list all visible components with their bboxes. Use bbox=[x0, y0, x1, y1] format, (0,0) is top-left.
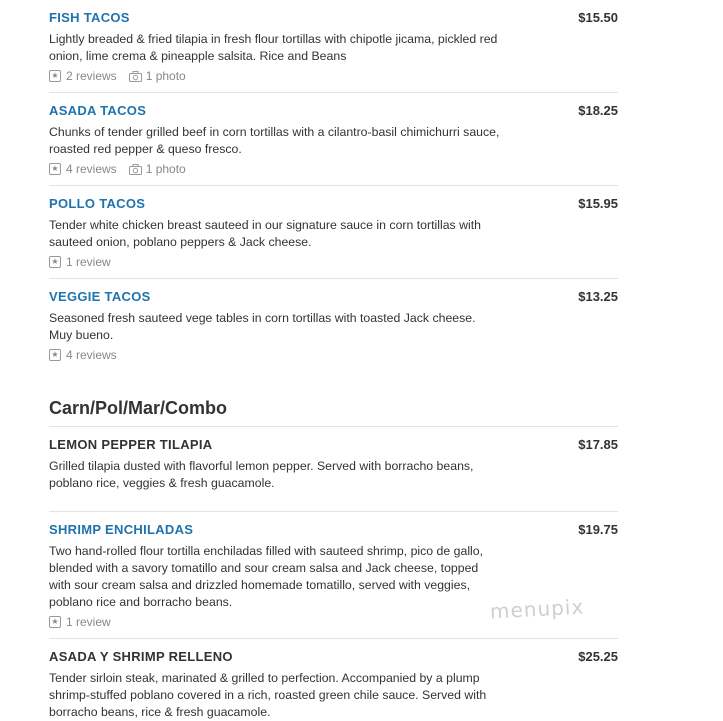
reviews-count: 1 review bbox=[66, 255, 111, 269]
menu-item-name-link[interactable]: POLLO TACOS bbox=[49, 196, 146, 211]
menu-item-price: $13.25 bbox=[578, 289, 618, 304]
review-star-icon: ★ bbox=[49, 349, 61, 361]
reviews-link[interactable] bbox=[49, 347, 117, 363]
camera-icon bbox=[129, 164, 142, 175]
menu-item bbox=[49, 185, 618, 278]
menu-item-meta bbox=[49, 161, 618, 185]
reviews-link[interactable] bbox=[49, 614, 111, 630]
reviews-link[interactable] bbox=[49, 254, 111, 270]
photos-count: 1 photo bbox=[145, 162, 186, 176]
menu-item-meta bbox=[49, 68, 618, 92]
reviews-count: 1 review bbox=[66, 615, 111, 629]
menu-item bbox=[49, 92, 618, 185]
menu-item-price: $17.85 bbox=[578, 437, 618, 452]
menupix-watermark: menupix bbox=[489, 594, 585, 624]
photos-link[interactable] bbox=[129, 68, 186, 84]
menu-item-description: Grilled tilapia dusted with flavorful lemon pepper. Served with borracho beans, poblano rice, veggies & fresh guacamole. bbox=[49, 459, 474, 490]
reviews-count: 4 reviews bbox=[66, 348, 117, 362]
menu-item-description: Seasoned fresh sauteed vege tables in corn tortillas with toasted Jack cheese. Muy bueno. bbox=[49, 311, 476, 342]
review-star-icon: ★ bbox=[49, 70, 61, 82]
menu-item-price: $15.50 bbox=[578, 10, 618, 25]
menu-item-name-link[interactable]: ASADA TACOS bbox=[49, 103, 147, 118]
menu-item bbox=[49, 638, 618, 721]
photos-link[interactable] bbox=[129, 161, 186, 177]
review-star-icon: ★ bbox=[49, 616, 61, 628]
menu-item-description: Tender sirloin steak, marinated & grilled to perfection. Accompanied by a plump shrimp-stuffed poblano covered in a rich, roasted green chile sauce. Served with borracho beans, rice & fresh guacamole. bbox=[49, 671, 487, 719]
reviews-link[interactable] bbox=[49, 161, 117, 177]
review-star-icon: ★ bbox=[49, 163, 61, 175]
menu-item-description: Lightly breaded & fried tilapia in fresh flour tortillas with chipotle jicama, pickled red onion, lime crema & pineapple salsita. Rice and Beans bbox=[49, 32, 498, 63]
reviews-link[interactable] bbox=[49, 68, 117, 84]
reviews-count: 2 reviews bbox=[66, 69, 117, 83]
menu-item-name: LEMON PEPPER TILAPIA bbox=[49, 437, 213, 452]
menu-item-description: Two hand-rolled flour tortilla enchiladas filled with sauteed shrimp, pico de gallo, blended with a savory tomatillo and sour cream salsa and Jack cheese, topped with sour cream salsa and drizzled homemade tomatillo, served with veggies, poblano rice and borracho beans. bbox=[49, 544, 484, 609]
section-title: Carn/Pol/Mar/Combo bbox=[49, 371, 618, 427]
menu-item-name-link[interactable]: SHRIMP ENCHILADAS bbox=[49, 522, 194, 537]
menu-item bbox=[49, 0, 618, 92]
menu-item-name-link[interactable]: VEGGIE TACOS bbox=[49, 289, 151, 304]
menu-item bbox=[49, 278, 618, 371]
menu-item-price: $25.25 bbox=[578, 649, 618, 664]
menu-item-price: $18.25 bbox=[578, 103, 618, 118]
menu-item-name: ASADA Y SHRIMP RELLENO bbox=[49, 649, 233, 664]
menu-item-price: $15.95 bbox=[578, 196, 618, 211]
review-star-icon: ★ bbox=[49, 256, 61, 268]
camera-icon bbox=[129, 71, 142, 82]
menu-item-name-link[interactable]: FISH TACOS bbox=[49, 10, 130, 25]
menu-item-meta bbox=[49, 347, 618, 371]
menu-item-meta bbox=[49, 254, 618, 278]
menu-item-price: $19.75 bbox=[578, 522, 618, 537]
photos-count: 1 photo bbox=[145, 69, 186, 83]
reviews-count: 4 reviews bbox=[66, 162, 117, 176]
menu-item-description: Tender white chicken breast sauteed in our signature sauce in corn tortillas with sauteed onion, poblano peppers & Jack cheese. bbox=[49, 218, 481, 249]
menu-item bbox=[49, 427, 618, 511]
menu-item-description: Chunks of tender grilled beef in corn tortillas with a cilantro-basil chimichurri sauce, roasted red pepper & queso fresco. bbox=[49, 125, 500, 156]
